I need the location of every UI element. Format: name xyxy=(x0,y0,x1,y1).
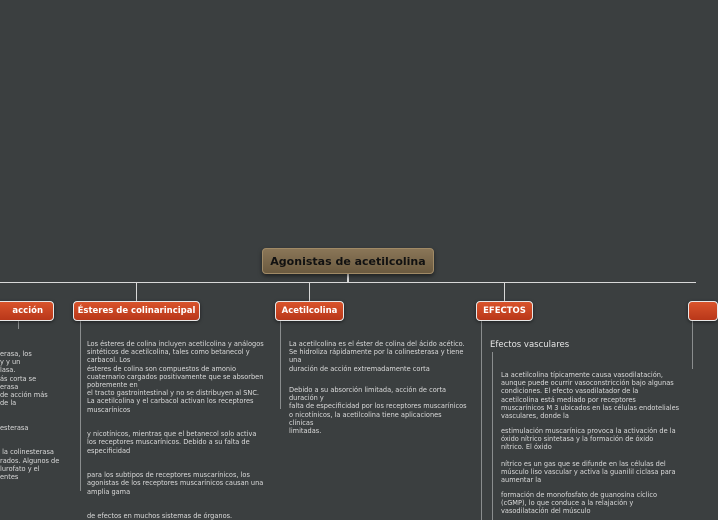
acetil-connector xyxy=(280,321,281,409)
right-connector xyxy=(692,321,693,369)
text-efectos-4: formación de monofosfato de guanosina cíclico (cGMP), lo que conduce a la relajación y vasodilatación del músculo xyxy=(501,491,658,516)
efectos-sub-connector xyxy=(492,352,493,520)
branch-node-accion[interactable] xyxy=(0,301,54,321)
efectos-subtopic[interactable]: Efectos vasculares xyxy=(490,340,570,350)
text-left-partial: erasa, los y y un lasa. ás corta se erasa de acción más de la esterasa la colinesterasa rados. Algunos de lurofato y el entes xyxy=(0,350,60,482)
text-acetilcolina-2: Debido a su absorción limitada, acción de corta duración y falta de especificidad por los receptores muscarínicos o nicotínicos, la acetilcolina tiene aplicaciones clínicas limitadas. xyxy=(289,386,467,436)
root-label: Agonistas de acetilcolina xyxy=(270,254,426,268)
branch-label-acetilcolina: Acetilcolina xyxy=(281,306,338,316)
branch-label-accion: acción xyxy=(12,306,43,316)
branch-node-acetilcolina[interactable] xyxy=(275,301,344,321)
branch-label-esteres: Ésteres de colinarincipal xyxy=(77,306,196,316)
branch-drop-1 xyxy=(136,282,137,301)
text-esteres: Los ésteres de colina incluyen acetilcolina y análogos sintéticos de acetilcolina, tales como betanecol y carbacol. Los ésteres de colina son compuestos de amonio cuaternario cargados positivamente que se absorben pobremente en el tracto gastrointestinal y no se distribuyen al SNC. La acetilcolina y el carbacol activan los receptores muscarínicos y nicotínicos, mientras que el betanecol solo activa los receptores muscarínicos. Debido a su falta de especificidad para los subtipos de receptores muscarínicos, los agonistas de los receptores muscarínicos causan una amplia gama de efectos en muchos sistemas de órganos. xyxy=(87,340,264,520)
branch-node-esteres[interactable] xyxy=(73,301,200,321)
text-efectos-3: nítrico es un gas que se difunde en las células del músculo liso vascular y activa la guanilil ciclasa para aumentar la xyxy=(501,460,676,485)
branch-label-efectos: EFECTOS xyxy=(483,306,526,316)
branch-node-efectos[interactable] xyxy=(476,301,533,321)
branch-drop-2 xyxy=(309,282,310,301)
branch-drop-3 xyxy=(504,282,505,301)
branch-node-partial-right[interactable] xyxy=(688,301,718,321)
efectos-connector xyxy=(481,321,482,520)
text-acetilcolina-1: La acetilcolina es el éster de colina del ácido acético. Se hidroliza rápidamente por la colinesterasa y tiene una duración de acción extremadamente corta xyxy=(289,340,465,373)
esteres-connector xyxy=(80,321,81,491)
horizontal-connector xyxy=(0,282,696,283)
left-connector xyxy=(18,321,19,329)
text-efectos-2: estimulación muscarínica provoca la activación de la óxido nítrico sintetasa y la formación de óxido nítrico. El óxido xyxy=(501,427,676,452)
text-efectos-1: La acetilcolina típicamente causa vasodilatación, aunque puede ocurrir vasoconstricción bajo algunas condiciones. El efecto vasodilatador de la acetilcolina está mediado por receptores muscarínicos M 3 ubicados en las células endoteliales vasculares, donde la xyxy=(501,371,680,421)
root-node[interactable] xyxy=(262,248,434,274)
